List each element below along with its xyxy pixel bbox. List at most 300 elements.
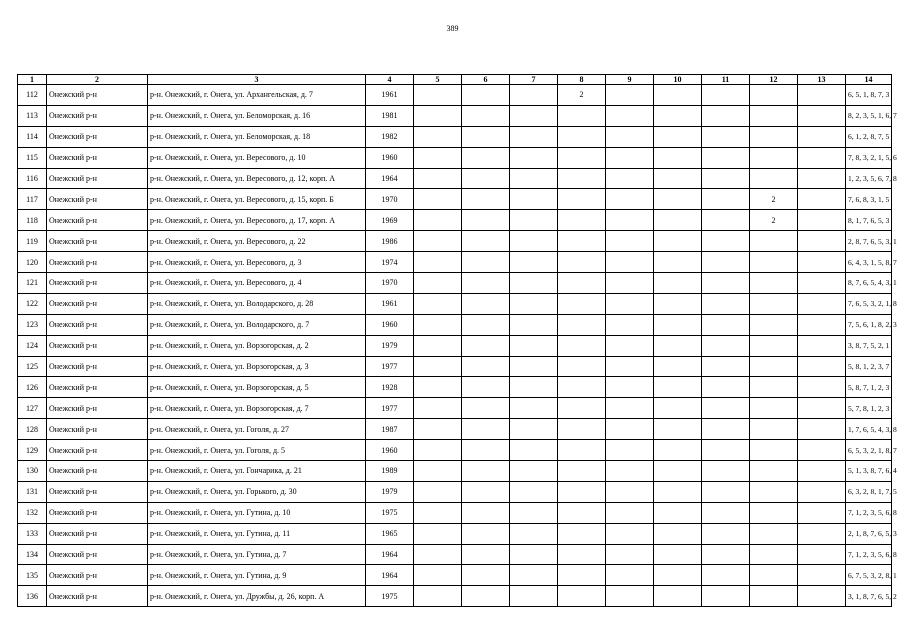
column-12-cell: 2 — [750, 189, 798, 210]
column-header-4: 4 — [366, 75, 414, 85]
district-cell: Онежский р-н — [47, 105, 148, 126]
column-header-1: 1 — [18, 75, 47, 85]
column-13-cell — [798, 565, 846, 586]
column-7-cell — [510, 356, 558, 377]
year-cell: 1960 — [366, 440, 414, 461]
column-11-cell — [702, 168, 750, 189]
address-cell: р-н. Онежский, г. Онега, ул. Беломорская, д. 16 — [148, 105, 366, 126]
column-header-11: 11 — [702, 75, 750, 85]
column-8-cell — [558, 231, 606, 252]
district-cell: Онежский р-н — [47, 210, 148, 231]
row-number-cell: 130 — [18, 461, 47, 482]
priority-list-cell: 6, 1, 2, 8, 7, 5 — [846, 126, 892, 147]
column-11-cell — [702, 252, 750, 273]
column-12-cell — [750, 481, 798, 502]
row-number-cell: 115 — [18, 147, 47, 168]
column-11-cell — [702, 314, 750, 335]
column-5-cell — [414, 440, 462, 461]
column-5-cell — [414, 105, 462, 126]
column-9-cell — [606, 210, 654, 231]
district-cell: Онежский р-н — [47, 231, 148, 252]
column-12-cell — [750, 147, 798, 168]
column-10-cell — [654, 314, 702, 335]
column-10-cell — [654, 440, 702, 461]
row-number-cell: 136 — [18, 586, 47, 607]
column-header-7: 7 — [510, 75, 558, 85]
address-cell: р-н. Онежский, г. Онега, ул. Вересового, д. 22 — [148, 231, 366, 252]
column-12-cell — [750, 523, 798, 544]
row-number-cell: 131 — [18, 481, 47, 502]
year-cell: 1928 — [366, 377, 414, 398]
column-13-cell — [798, 189, 846, 210]
priority-list-cell: 7, 6, 5, 3, 2, 1, 8 — [846, 293, 892, 314]
priority-list-cell: 6, 4, 3, 1, 5, 8, 7 — [846, 252, 892, 273]
table-row — [18, 105, 892, 126]
column-9-cell — [606, 440, 654, 461]
address-cell: р-н. Онежский, г. Онега, ул. Гутина, д. 9 — [148, 565, 366, 586]
address-cell: р-н. Онежский, г. Онега, ул. Ворзогорская, д. 2 — [148, 335, 366, 356]
column-header-2: 2 — [47, 75, 148, 85]
priority-list-cell: 5, 1, 3, 8, 7, 6, 4 — [846, 461, 892, 482]
column-10-cell — [654, 356, 702, 377]
column-6-cell — [462, 335, 510, 356]
district-cell: Онежский р-н — [47, 502, 148, 523]
column-8-cell — [558, 147, 606, 168]
priority-list-cell: 2, 1, 8, 7, 6, 5, 3 — [846, 523, 892, 544]
row-number-cell: 128 — [18, 419, 47, 440]
column-13-cell — [798, 126, 846, 147]
column-6-cell — [462, 586, 510, 607]
column-7-cell — [510, 252, 558, 273]
column-9-cell — [606, 314, 654, 335]
row-number-cell: 116 — [18, 168, 47, 189]
table-row — [18, 147, 892, 168]
column-5-cell — [414, 231, 462, 252]
column-8-cell — [558, 523, 606, 544]
column-10-cell — [654, 231, 702, 252]
table-row — [18, 126, 892, 147]
row-number-cell: 118 — [18, 210, 47, 231]
table-row — [18, 502, 892, 523]
column-9-cell — [606, 586, 654, 607]
column-7-cell — [510, 481, 558, 502]
table-row — [18, 356, 892, 377]
address-cell: р-н. Онежский, г. Онега, ул. Гутина, д. 7 — [148, 544, 366, 565]
column-header-12: 12 — [750, 75, 798, 85]
column-9-cell — [606, 461, 654, 482]
column-7-cell — [510, 419, 558, 440]
row-number-cell: 129 — [18, 440, 47, 461]
column-9-cell — [606, 523, 654, 544]
year-cell: 1979 — [366, 481, 414, 502]
table-row — [18, 419, 892, 440]
column-13-cell — [798, 231, 846, 252]
column-5-cell — [414, 85, 462, 106]
priority-list-cell: 8, 7, 6, 5, 4, 3, 1 — [846, 273, 892, 294]
address-cell: р-н. Онежский, г. Онега, ул. Вересового, д. 4 — [148, 273, 366, 294]
column-5-cell — [414, 314, 462, 335]
column-12-cell — [750, 252, 798, 273]
priority-list-cell: 6, 7, 5, 3, 2, 8, 1 — [846, 565, 892, 586]
address-cell: р-н. Онежский, г. Онега, ул. Ворзогорская, д. 5 — [148, 377, 366, 398]
column-7-cell — [510, 189, 558, 210]
table-row — [18, 481, 892, 502]
column-10-cell — [654, 147, 702, 168]
table-row — [18, 85, 892, 106]
column-10-cell — [654, 461, 702, 482]
priority-list-cell: 5, 8, 7, 1, 2, 3 — [846, 377, 892, 398]
table-row — [18, 398, 892, 419]
housing-register-table — [17, 74, 897, 607]
column-12-cell — [750, 105, 798, 126]
table-row — [18, 273, 892, 294]
row-number-cell: 134 — [18, 544, 47, 565]
column-5-cell — [414, 461, 462, 482]
column-7-cell — [510, 502, 558, 523]
column-7-cell — [510, 147, 558, 168]
column-5-cell — [414, 565, 462, 586]
column-9-cell — [606, 252, 654, 273]
column-9-cell — [606, 231, 654, 252]
column-11-cell — [702, 565, 750, 586]
year-cell: 1970 — [366, 189, 414, 210]
column-12-cell — [750, 314, 798, 335]
column-13-cell — [798, 210, 846, 231]
row-number-cell: 119 — [18, 231, 47, 252]
district-cell: Онежский р-н — [47, 189, 148, 210]
column-12-cell — [750, 273, 798, 294]
column-8-cell — [558, 461, 606, 482]
column-7-cell — [510, 461, 558, 482]
column-5-cell — [414, 544, 462, 565]
year-cell: 1975 — [366, 586, 414, 607]
column-6-cell — [462, 293, 510, 314]
column-12-cell — [750, 440, 798, 461]
priority-list-cell: 3, 8, 7, 5, 2, 1 — [846, 335, 892, 356]
column-11-cell — [702, 461, 750, 482]
district-cell: Онежский р-н — [47, 523, 148, 544]
year-cell: 1986 — [366, 231, 414, 252]
column-7-cell — [510, 523, 558, 544]
table-row — [18, 231, 892, 252]
district-cell: Онежский р-н — [47, 126, 148, 147]
column-7-cell — [510, 565, 558, 586]
column-6-cell — [462, 544, 510, 565]
table-row — [18, 293, 892, 314]
column-13-cell — [798, 523, 846, 544]
year-cell: 1979 — [366, 335, 414, 356]
year-cell: 1970 — [366, 273, 414, 294]
column-5-cell — [414, 168, 462, 189]
address-cell: р-н. Онежский, г. Онега, ул. Володарского, д. 7 — [148, 314, 366, 335]
row-number-cell: 126 — [18, 377, 47, 398]
year-cell: 1981 — [366, 105, 414, 126]
column-7-cell — [510, 105, 558, 126]
column-12-cell — [750, 356, 798, 377]
year-cell: 1987 — [366, 419, 414, 440]
column-7-cell — [510, 85, 558, 106]
priority-list-cell: 7, 6, 8, 3, 1, 5 — [846, 189, 892, 210]
column-13-cell — [798, 544, 846, 565]
priority-list-cell: 5, 8, 1, 2, 3, 7 — [846, 356, 892, 377]
column-5-cell — [414, 189, 462, 210]
column-8-cell — [558, 189, 606, 210]
priority-list-cell: 6, 5, 3, 2, 1, 8, 7 — [846, 440, 892, 461]
year-cell: 1960 — [366, 314, 414, 335]
column-13-cell — [798, 398, 846, 419]
priority-list-cell: 8, 2, 3, 5, 1, 6, 7 — [846, 105, 892, 126]
address-cell: р-н. Онежский, г. Онега, ул. Гутина, д. 10 — [148, 502, 366, 523]
column-10-cell — [654, 586, 702, 607]
year-cell: 1975 — [366, 502, 414, 523]
year-cell: 1964 — [366, 565, 414, 586]
column-13-cell — [798, 314, 846, 335]
column-7-cell — [510, 314, 558, 335]
column-6-cell — [462, 189, 510, 210]
column-12-cell — [750, 502, 798, 523]
column-13-cell — [798, 377, 846, 398]
address-cell: р-н. Онежский, г. Онега, ул. Гоголя, д. 27 — [148, 419, 366, 440]
address-cell: р-н. Онежский, г. Онега, ул. Ворзогорская, д. 3 — [148, 356, 366, 377]
year-cell: 1982 — [366, 126, 414, 147]
column-8-cell — [558, 252, 606, 273]
column-8-cell — [558, 502, 606, 523]
row-number-cell: 112 — [18, 85, 47, 106]
header-row — [18, 75, 892, 85]
column-9-cell — [606, 189, 654, 210]
table-row — [18, 440, 892, 461]
column-8-cell — [558, 126, 606, 147]
column-12-cell — [750, 126, 798, 147]
district-cell: Онежский р-н — [47, 586, 148, 607]
priority-list-cell: 7, 8, 3, 2, 1, 5, 6 — [846, 147, 892, 168]
column-9-cell — [606, 273, 654, 294]
column-7-cell — [510, 544, 558, 565]
column-5-cell — [414, 419, 462, 440]
column-6-cell — [462, 419, 510, 440]
column-13-cell — [798, 147, 846, 168]
column-header-3: 3 — [148, 75, 366, 85]
address-cell: р-н. Онежский, г. Онега, ул. Вересового, д. 15, корп. Б — [148, 189, 366, 210]
column-7-cell — [510, 126, 558, 147]
column-11-cell — [702, 481, 750, 502]
district-cell: Онежский р-н — [47, 398, 148, 419]
column-8-cell — [558, 314, 606, 335]
column-6-cell — [462, 85, 510, 106]
column-7-cell — [510, 231, 558, 252]
column-7-cell — [510, 210, 558, 231]
column-11-cell — [702, 189, 750, 210]
priority-list-cell: 3, 1, 8, 7, 6, 5, 2 — [846, 586, 892, 607]
column-8-cell — [558, 586, 606, 607]
table-body — [18, 85, 897, 607]
address-cell: р-н. Онежский, г. Онега, ул. Гоголя, д. 5 — [148, 440, 366, 461]
column-8-cell — [558, 440, 606, 461]
column-5-cell — [414, 252, 462, 273]
column-13-cell — [798, 356, 846, 377]
column-8-cell — [558, 210, 606, 231]
column-11-cell — [702, 586, 750, 607]
address-cell: р-н. Онежский, г. Онега, ул. Беломорская, д. 18 — [148, 126, 366, 147]
column-12-cell — [750, 335, 798, 356]
column-6-cell — [462, 210, 510, 231]
table-row — [18, 189, 892, 210]
column-12-cell — [750, 461, 798, 482]
column-8-cell — [558, 273, 606, 294]
year-cell: 1977 — [366, 398, 414, 419]
address-cell: р-н. Онежский, г. Онега, ул. Горького, д. 30 — [148, 481, 366, 502]
column-header-14: 14 — [846, 75, 892, 85]
row-number-cell: 113 — [18, 105, 47, 126]
column-10-cell — [654, 544, 702, 565]
column-6-cell — [462, 252, 510, 273]
column-6-cell — [462, 231, 510, 252]
column-11-cell — [702, 293, 750, 314]
district-cell: Онежский р-н — [47, 85, 148, 106]
column-11-cell — [702, 85, 750, 106]
year-cell: 1961 — [366, 293, 414, 314]
row-number-cell: 123 — [18, 314, 47, 335]
column-7-cell — [510, 293, 558, 314]
column-10-cell — [654, 293, 702, 314]
column-12-cell — [750, 565, 798, 586]
year-cell: 1961 — [366, 85, 414, 106]
column-5-cell — [414, 481, 462, 502]
column-6-cell — [462, 502, 510, 523]
column-12-cell — [750, 377, 798, 398]
column-11-cell — [702, 210, 750, 231]
row-number-cell: 127 — [18, 398, 47, 419]
address-cell: р-н. Онежский, г. Онега, ул. Дружбы, д. 26, корп. А — [148, 586, 366, 607]
year-cell: 1969 — [366, 210, 414, 231]
priority-list-cell: 7, 1, 2, 3, 5, 6, 8 — [846, 544, 892, 565]
priority-list-cell: 7, 5, 6, 1, 8, 2, 3 — [846, 314, 892, 335]
column-6-cell — [462, 523, 510, 544]
address-cell: р-н. Онежский, г. Онега, ул. Вересового, д. 10 — [148, 147, 366, 168]
column-9-cell — [606, 85, 654, 106]
district-cell: Онежский р-н — [47, 565, 148, 586]
district-cell: Онежский р-н — [47, 168, 148, 189]
column-8-cell — [558, 168, 606, 189]
column-11-cell — [702, 523, 750, 544]
address-cell: р-н. Онежский, г. Онега, ул. Вересового, д. 17, корп. А — [148, 210, 366, 231]
column-11-cell — [702, 273, 750, 294]
column-7-cell — [510, 273, 558, 294]
column-8-cell — [558, 377, 606, 398]
column-12-cell — [750, 168, 798, 189]
column-12-cell — [750, 419, 798, 440]
district-cell: Онежский р-н — [47, 335, 148, 356]
district-cell: Онежский р-н — [47, 440, 148, 461]
column-9-cell — [606, 356, 654, 377]
column-6-cell — [462, 147, 510, 168]
column-10-cell — [654, 126, 702, 147]
column-9-cell — [606, 565, 654, 586]
column-13-cell — [798, 419, 846, 440]
column-6-cell — [462, 565, 510, 586]
year-cell: 1964 — [366, 544, 414, 565]
table-row — [18, 565, 892, 586]
column-10-cell — [654, 335, 702, 356]
column-6-cell — [462, 481, 510, 502]
column-10-cell — [654, 377, 702, 398]
row-number-cell: 135 — [18, 565, 47, 586]
priority-list-cell: 6, 3, 2, 8, 1, 7, 5 — [846, 481, 892, 502]
column-10-cell — [654, 189, 702, 210]
priority-list-cell: 8, 1, 7, 6, 5, 3 — [846, 210, 892, 231]
table-row — [18, 544, 892, 565]
column-10-cell — [654, 168, 702, 189]
column-11-cell — [702, 544, 750, 565]
column-13-cell — [798, 273, 846, 294]
table-row — [18, 168, 892, 189]
district-cell: Онежский р-н — [47, 293, 148, 314]
district-cell: Онежский р-н — [47, 544, 148, 565]
column-6-cell — [462, 377, 510, 398]
column-10-cell — [654, 85, 702, 106]
district-cell: Онежский р-н — [47, 419, 148, 440]
priority-list-cell: 2, 8, 7, 6, 5, 3, 1 — [846, 231, 892, 252]
column-13-cell — [798, 335, 846, 356]
column-5-cell — [414, 147, 462, 168]
priority-list-cell: 1, 7, 6, 5, 4, 3, 8 — [846, 419, 892, 440]
column-13-cell — [798, 586, 846, 607]
column-13-cell — [798, 481, 846, 502]
column-13-cell — [798, 85, 846, 106]
column-11-cell — [702, 419, 750, 440]
column-10-cell — [654, 502, 702, 523]
column-6-cell — [462, 440, 510, 461]
district-cell: Онежский р-н — [47, 314, 148, 335]
column-13-cell — [798, 461, 846, 482]
column-13-cell — [798, 105, 846, 126]
column-10-cell — [654, 210, 702, 231]
year-cell: 1974 — [366, 252, 414, 273]
address-cell: р-н. Онежский, г. Онега, ул. Архангельская, д. 7 — [148, 85, 366, 106]
column-12-cell — [750, 544, 798, 565]
column-13-cell — [798, 440, 846, 461]
column-11-cell — [702, 502, 750, 523]
column-7-cell — [510, 440, 558, 461]
district-cell: Онежский р-н — [47, 356, 148, 377]
column-8-cell — [558, 544, 606, 565]
row-number-cell: 114 — [18, 126, 47, 147]
column-12-cell: 2 — [750, 210, 798, 231]
column-10-cell — [654, 273, 702, 294]
column-12-cell — [750, 398, 798, 419]
district-cell: Онежский р-н — [47, 481, 148, 502]
column-7-cell — [510, 335, 558, 356]
address-cell: р-н. Онежский, г. Онега, ул. Гончарика, д. 21 — [148, 461, 366, 482]
column-header-10: 10 — [654, 75, 702, 85]
column-10-cell — [654, 252, 702, 273]
column-11-cell — [702, 126, 750, 147]
column-6-cell — [462, 273, 510, 294]
table-row — [18, 377, 892, 398]
priority-list-cell: 7, 1, 2, 3, 5, 6, 8 — [846, 502, 892, 523]
column-7-cell — [510, 586, 558, 607]
year-cell: 1960 — [366, 147, 414, 168]
column-7-cell — [510, 398, 558, 419]
row-number-cell: 124 — [18, 335, 47, 356]
column-6-cell — [462, 398, 510, 419]
row-number-cell: 133 — [18, 523, 47, 544]
column-11-cell — [702, 105, 750, 126]
column-8-cell — [558, 419, 606, 440]
column-11-cell — [702, 356, 750, 377]
row-number-cell: 121 — [18, 273, 47, 294]
column-9-cell — [606, 126, 654, 147]
